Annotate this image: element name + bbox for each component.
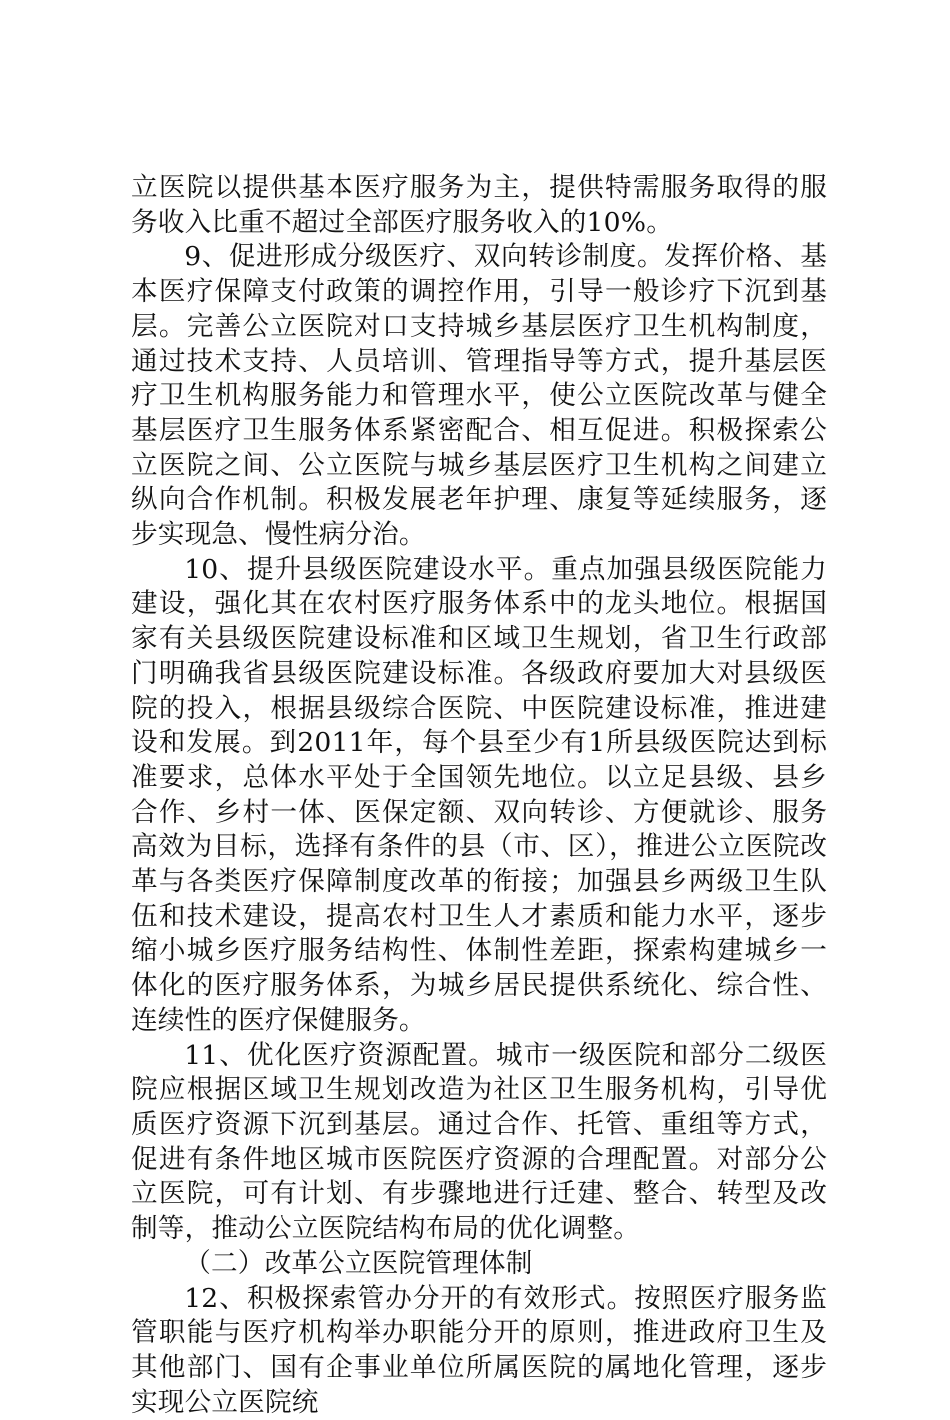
paragraph-item-11: 11、优化医疗资源配置。城市一级医院和部分二级医院应根据区域卫生规划改造为社区卫生服务机构，引导优质医疗资源下沉到基层。通过合作、托管、重组等方式，促进有条件地区城市医院医疗资源的合理配置。对部分公立医院，可有计划、有步骤地进行迁建、整合、转型及改制等，推动公立医院结构布局的优化调整。 bbox=[131, 1039, 827, 1247]
paragraph-item-10: 10、提升县级医院建设水平。重点加强县级医院能力建设，强化其在农村医疗服务体系中的龙头地位。根据国家有关县级医院建设标准和区域卫生规划，省卫生行政部门明确我省县级医院建设标准。各级政府要加大对县级医院的投入，根据县级综合医院、中医院建设标准，推进建设和发展。到2011年，每个县至少有1所县级医院达到标准要求，总体水平处于全国领先地位。以立足县级、县乡合作、乡村一体、医保定额、双向转诊、方便就诊、服务高效为目标，选择有条件的县（市、区），推进公立医院改革与各类医疗保障制度改革的衔接；加强县乡两级卫生队伍和技术建设，提高农村卫生人才素质和能力水平，逐步缩小城乡医疗服务结构性、体制性差距，探索构建城乡一体化的医疗服务体系，为城乡居民提供系统化、综合性、连续性的医疗保健服务。 bbox=[131, 553, 827, 1039]
document-body bbox=[131, 171, 827, 1420]
paragraph-continuation: 立医院以提供基本医疗服务为主，提供特需服务取得的服务收入比重不超过全部医疗服务收入的10%。 bbox=[131, 171, 827, 240]
paragraph-item-12: 12、积极探索管办分开的有效形式。按照医疗服务监管职能与医疗机构举办职能分开的原则，推进政府卫生及其他部门、国有企事业单位所属医院的属地化管理，逐步实现公立医院统 bbox=[131, 1282, 827, 1420]
paragraph-item-9: 9、促进形成分级医疗、双向转诊制度。发挥价格、基本医疗保障支付政策的调控作用，引导一般诊疗下沉到基层。完善公立医院对口支持城乡基层医疗卫生机构制度，通过技术支持、人员培训、管理指导等方式，提升基层医疗卫生机构服务能力和管理水平，使公立医院改革与健全基层医疗卫生服务体系紧密配合、相互促进。积极探索公立医院之间、公立医院与城乡基层医疗卫生机构之间建立纵向合作机制。积极发展老年护理、康复等延续服务，逐步实现急、慢性病分治。 bbox=[131, 240, 827, 552]
section-heading: （二）改革公立医院管理体制 bbox=[131, 1247, 827, 1282]
